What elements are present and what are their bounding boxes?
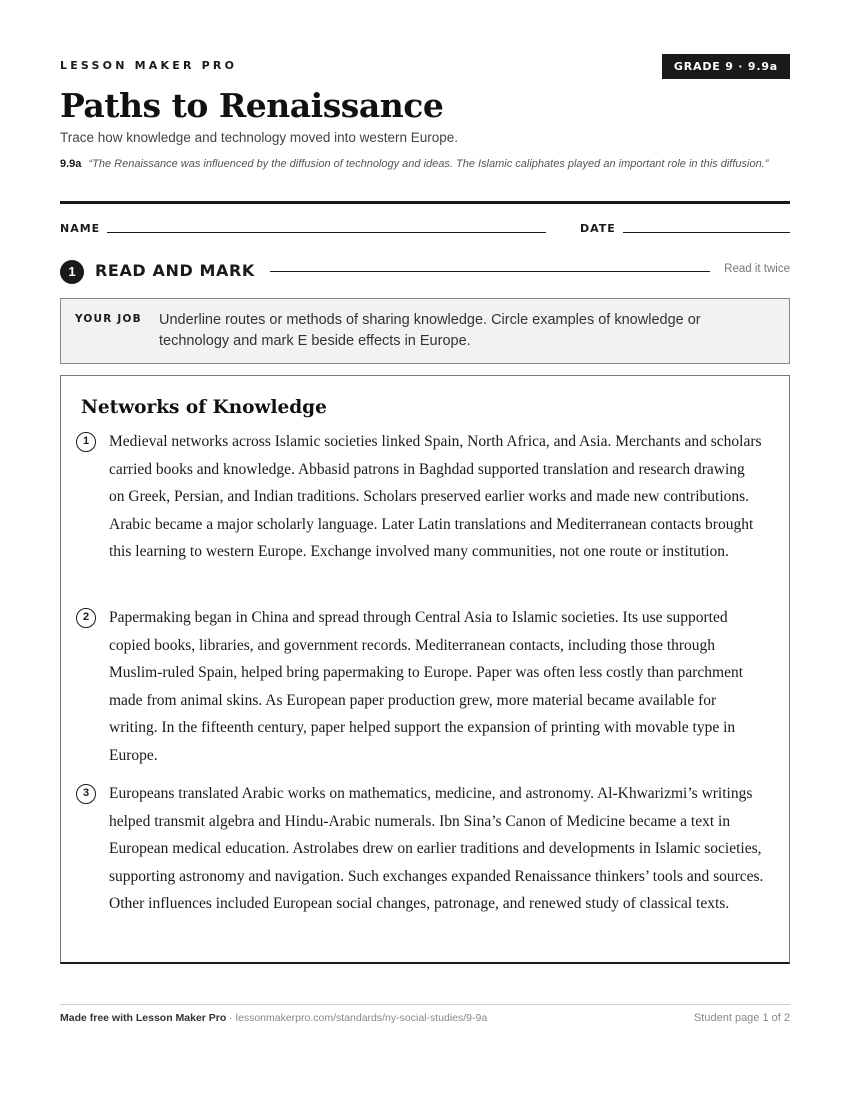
reading-passage (60, 375, 790, 964)
footer-url[interactable]: lessonmakerpro.com/standards/ny-social-studies/9-9a (235, 1012, 488, 1024)
page-subtitle: Trace how knowledge and technology moved into western Europe. (60, 130, 458, 145)
paragraph-number-3: 3 (76, 784, 96, 804)
section-number-badge: 1 (60, 260, 84, 284)
name-label: NAME (60, 222, 101, 235)
header-divider (60, 201, 790, 204)
section-note: Read it twice (724, 263, 790, 275)
paragraph-1[interactable]: Medieval networks across Islamic societies linked Spain, North Africa, and Asia. Merchants and scholars carried books and knowledge. Abbasid patrons in Baghdad supported translation and research drawing on Greek, Persian, and Indian traditions. Scholars preserved earlier works and made new contributions. Arabic became a major scholarly language. Later Latin translations and Mediterranean contacts brought this learning to western Europe. Exchange involved many communities, not one route or institution. (109, 433, 762, 561)
standard-text: “The Renaissance was influenced by the diffusion of technology and ideas. The Islamic caliphates played an important role in this diffusion.” (88, 158, 769, 170)
footer-credit (60, 1012, 487, 1024)
paragraph-number-1: 1 (76, 432, 96, 452)
job-instructions: Underline routes or methods of sharing knowledge. Circle examples of knowledge or technology and mark E beside effects in Europe. (159, 312, 701, 349)
footer-divider (60, 1004, 790, 1005)
date-field[interactable] (623, 232, 790, 233)
grade-badge: GRADE 9 · 9.9a (662, 54, 790, 79)
job-label: YOUR JOB (75, 313, 142, 325)
job-box (60, 298, 790, 364)
section-divider (270, 271, 710, 272)
brand-name: LESSON MAKER PRO (60, 59, 238, 72)
footer-made-with: Made free with Lesson Maker Pro (60, 1012, 227, 1024)
footer-page-number: Student page 1 of 2 (693, 1012, 790, 1024)
section-title: READ AND MARK (95, 261, 255, 280)
date-label: DATE (580, 222, 616, 235)
worksheet-page (60, 0, 790, 1100)
standard-statement (60, 156, 790, 173)
paragraph-number-2: 2 (76, 608, 96, 628)
paragraph-3[interactable]: Europeans translated Arabic works on mathematics, medicine, and astronomy. Al-Khwarizmi’s writings helped transmit algebra and Hindu-Arabic numerals. Ibn Sina’s Canon of Medicine became a text in European medical education. Astrolabes drew on earlier traditions and developments in Islamic societies, supporting astronomy and navigation. Such exchanges expanded Renaissance thinkers’ tools and sources. Other influences included European social changes, patronage, and renewed study of classical texts. (109, 785, 764, 913)
reading-title: Networks of Knowledge (81, 397, 327, 418)
footer-separator: · (226, 1012, 236, 1024)
paragraph-2[interactable]: Papermaking began in China and spread through Central Asia to Islamic societies. Its use supported copied books, libraries, and government records. Mediterranean contacts, including those through Muslim-ruled Spain, helped bring papermaking to Europe. Paper was often less costly than parchment made from animal skins. As European paper production grew, more material became available for writing. In the fifteenth century, paper helped support the expansion of printing with movable type in Europe. (109, 609, 744, 764)
name-field[interactable] (107, 232, 546, 233)
standard-code: 9.9a (60, 158, 82, 170)
page-title: Paths to Renaissance (60, 86, 444, 125)
